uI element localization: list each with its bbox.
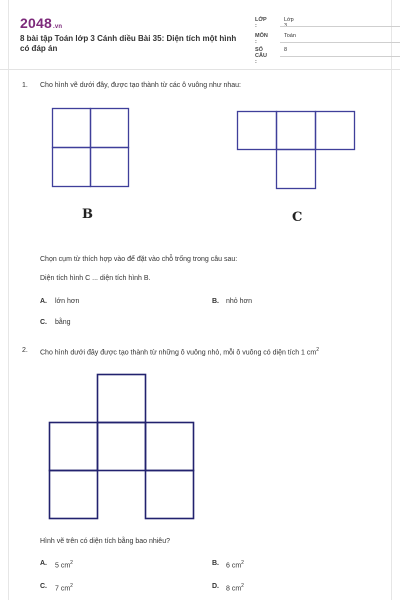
q1-option-c-letter[interactable]: C.	[40, 319, 47, 326]
q2-text	[40, 347, 319, 356]
q2-option-d-text[interactable]	[226, 583, 244, 592]
figure-b-cell	[91, 109, 129, 148]
q2-option-b-text[interactable]	[226, 560, 244, 569]
page-edge-left	[8, 0, 9, 600]
figure-q2-grid	[49, 374, 195, 520]
figure-b-cell	[53, 148, 91, 187]
meta-divider	[280, 26, 400, 27]
meta-subject-value: Toán	[284, 33, 296, 39]
meta-subject-label: MÔN :	[255, 33, 268, 45]
q2-option-b-letter[interactable]: B.	[212, 560, 219, 567]
q1-prompt: Chọn cụm từ thích hợp vào để đặt vào chỗ trống trong câu sau:	[40, 256, 238, 263]
q2-option-d-letter[interactable]: D.	[212, 583, 219, 590]
figure-q2-cell	[50, 423, 98, 471]
q2-option-a-sup: 2	[70, 560, 73, 566]
q2-option-c-text[interactable]	[55, 583, 73, 592]
q1-number: 1.	[22, 82, 28, 89]
figure-b-cell	[91, 148, 129, 187]
q2-text-sup: 2	[316, 347, 319, 353]
q2-option-b-value: 6 cm	[226, 562, 242, 570]
q2-text-body: Cho hình dưới đây được tạo thành từ những ô vuông nhỏ, mỗi ô vuông có diện tích 1 cm	[40, 349, 317, 357]
logo-suffix: .vn	[52, 24, 63, 30]
q1-text: Cho hình vẽ dưới đây, được tạo thành từ các ô vuông như nhau:	[40, 82, 241, 89]
figure-b-cell	[53, 109, 91, 148]
header-divider	[0, 69, 400, 70]
q2-option-c-value: 7 cm	[55, 585, 71, 593]
figure-c-grid	[237, 111, 355, 191]
q2-option-a-value: 5 cm	[55, 562, 71, 570]
q2-option-c-sup: 2	[70, 583, 73, 589]
q2-option-d-sup: 2	[241, 583, 244, 589]
figure-q2-cell	[50, 471, 98, 519]
logo-main: 2048	[20, 15, 52, 31]
q2-option-c-letter[interactable]: C.	[40, 583, 47, 590]
site-logo[interactable]	[20, 15, 62, 31]
figure-c-cell	[238, 112, 277, 150]
meta-count-value: 8	[284, 47, 288, 53]
q2-option-d-value: 8 cm	[226, 585, 242, 593]
figure-b-label: B	[82, 207, 93, 222]
q2-option-a-text[interactable]	[55, 560, 73, 569]
q1-option-b-letter[interactable]: B.	[212, 298, 219, 305]
meta-class-value: Lớp	[284, 17, 294, 23]
figure-b-grid	[52, 108, 130, 188]
q2-number: 2.	[22, 347, 28, 354]
q1-option-b-text[interactable]: nhỏ hơn	[226, 298, 253, 305]
q2-option-b-sup: 2	[241, 560, 244, 566]
page-edge-right	[391, 0, 392, 600]
figure-c-cell	[316, 112, 355, 150]
meta-class-label: LỚP :	[255, 17, 267, 29]
meta-divider	[280, 56, 400, 57]
q1-option-a-letter[interactable]: A.	[40, 298, 47, 305]
figure-q2-cell	[98, 423, 146, 471]
meta-divider	[280, 42, 400, 43]
q2-option-a-letter[interactable]: A.	[40, 560, 47, 567]
q1-option-c-text[interactable]: bằng	[55, 319, 71, 326]
meta-count-label: SỐ CÂU :	[255, 47, 267, 65]
figure-q2-cell	[146, 471, 194, 519]
figure-c-label: C	[292, 210, 303, 225]
figure-q2-cell	[146, 423, 194, 471]
figure-q2-cell	[98, 375, 146, 423]
figure-c-cell	[277, 150, 316, 189]
figure-c-cell	[277, 112, 316, 150]
q1-statement: Diện tích hình C ... diện tích hình B.	[40, 275, 151, 282]
document-title: 8 bài tập Toán lớp 3 Cánh diều Bài 35: Diện tích một hình có đáp án	[20, 34, 237, 53]
q2-prompt: Hình vẽ trên có diện tích bằng bao nhiêu?	[40, 538, 170, 545]
q1-option-a-text[interactable]: lớn hơn	[55, 298, 80, 305]
